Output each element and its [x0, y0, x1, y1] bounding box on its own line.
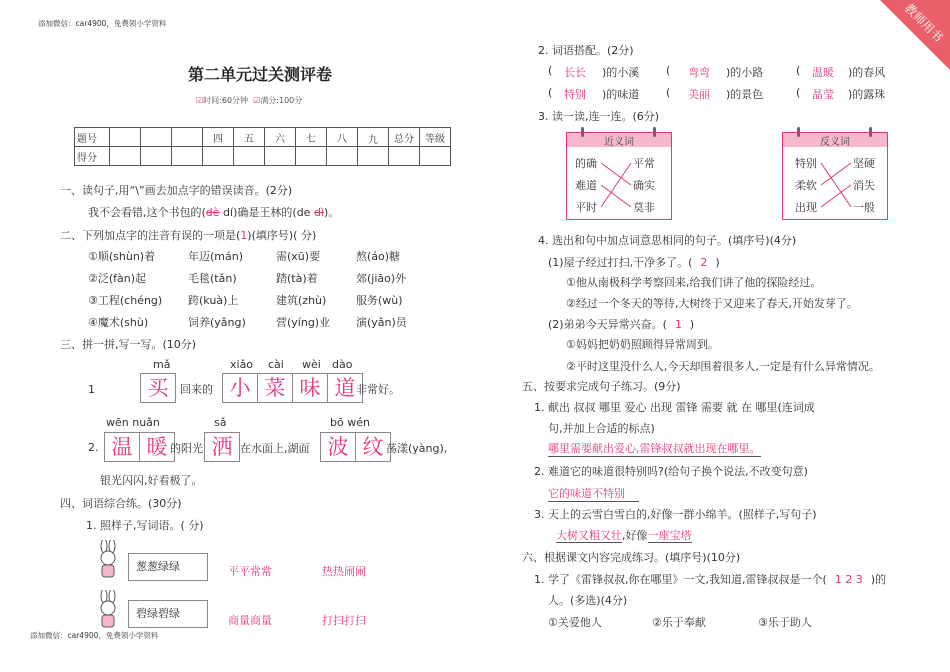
ant-right[interactable]: 一般 [853, 201, 875, 214]
q3-heading: 三、拼一拼,写一写。(10分) [60, 338, 197, 351]
table-cell [172, 128, 203, 147]
bunny-icon [94, 540, 122, 580]
q6-item1-end: )的 [870, 573, 887, 586]
q2-heading [60, 227, 316, 243]
q1-heading: 一、读句子,用“\”画去加点字的错误读音。(2分) [60, 184, 293, 197]
ant-right[interactable]: 坚硬 [853, 157, 875, 170]
q4-s2-close: ) [689, 318, 695, 331]
q6-item1-text: 1. 学了《雷锋叔叔,你在哪里》一文,我知道,雷锋叔叔是一个( [534, 573, 827, 586]
q5-answer3b[interactable]: 一座宝塔 [647, 529, 692, 542]
q2-option: ④魔术(shù) [88, 316, 149, 329]
q3-pinyin: cài [268, 358, 284, 371]
table-cell: 等级 [420, 128, 451, 147]
table-cell[interactable] [265, 147, 296, 166]
q3-char[interactable]: 味 [292, 373, 328, 403]
check-icon: ☑ [196, 96, 204, 105]
q2-label: 二、下列加点字的注音有误的一项是( [60, 229, 241, 242]
example-word-1: 葱葱绿绿 [136, 560, 180, 573]
q3-line3: 银光闪闪,好看极了。 [100, 474, 203, 487]
check-icon: ☑ [253, 96, 261, 105]
q4-s1a: ①他从南极科学考察回来,给我们讲了他的探险经过。 [566, 276, 822, 289]
q4-sub3: 3. 读一读,连一连。(6分) [538, 110, 660, 123]
table-cell[interactable] [358, 147, 389, 166]
q3-char[interactable]: 波 [320, 432, 356, 462]
score-row-header [75, 128, 451, 147]
antonym-lines [783, 133, 887, 219]
answer-1b[interactable]: 热热闹闹 [322, 565, 366, 578]
page-title: 第二单元过关测评卷 [188, 65, 333, 84]
q4-s2-answer[interactable]: 1 [674, 318, 682, 331]
pair-text: )的露珠 [848, 88, 886, 101]
q2-answer[interactable]: 1 [240, 229, 248, 242]
q4-s2a: ①妈妈把奶奶照顾得异常周到。 [566, 338, 719, 351]
pair-text: )的小溪 [602, 66, 640, 79]
q2-option: 演(yǎn)员 [356, 316, 407, 329]
score-row-values [75, 147, 451, 166]
time-text: 时间:60分钟 [203, 96, 249, 105]
table-cell: 四 [203, 128, 234, 147]
syn-right[interactable]: 莫非 [633, 201, 655, 214]
q2-option: 营(yíng)业 [276, 316, 331, 329]
syn-right[interactable]: 平常 [633, 157, 655, 170]
q2-option: 踏(tà)着 [276, 272, 318, 285]
q4-sub4: 4. 选出和句中加点词意思相同的句子。(填序号)(4分) [538, 234, 797, 247]
q3-char[interactable]: 洒 [204, 432, 240, 462]
ant-right[interactable]: 消失 [853, 179, 875, 192]
corner-label: 教师用书 [901, 0, 946, 45]
q5-answer3a[interactable]: 大树又粗又壮 [556, 529, 622, 542]
syn-left[interactable]: 难道 [575, 179, 597, 192]
q2-option: 饲养(yǎng) [188, 316, 246, 329]
q4-s2 [548, 316, 694, 332]
q1-sentence [88, 204, 339, 220]
ant-left[interactable]: 柔软 [795, 179, 817, 192]
q6-option[interactable]: ②乐于奉献 [652, 616, 706, 629]
q5-answer2[interactable]: 它的味道不特别 [548, 485, 639, 502]
synonym-head: 近义词 [567, 133, 671, 147]
q3-char[interactable]: 温 [104, 432, 140, 462]
q3-pinyin: dào [332, 358, 353, 371]
q3-char[interactable]: 菜 [257, 373, 293, 403]
q1-opt3[interactable]: de [296, 206, 311, 219]
answer-2a[interactable]: 商量商量 [228, 614, 272, 627]
q4-s1-answer[interactable]: 2 [700, 256, 708, 269]
syn-left[interactable]: 的确 [575, 157, 597, 170]
watermark-bottom: 添加微信：car4900，免费领小学资料 [30, 631, 159, 640]
watermark-top: 添加微信：car4900，免费领小学资料 [38, 19, 167, 28]
q4-sub1: 1. 照样子,写词语。( 分) [86, 519, 204, 532]
q1-opt2[interactable]: dí [223, 206, 234, 219]
q3-pinyin: xiǎo [230, 358, 254, 371]
q2-option: ①顺(shùn)着 [88, 250, 156, 263]
q3-text: 非常好。 [356, 383, 400, 396]
q6-item1b: 人。(多选)(4分) [548, 594, 628, 607]
q1-text-a: 我不会看错,这个书包的( [88, 206, 206, 219]
table-cell[interactable] [327, 147, 358, 166]
q5-item3: 3. 天上的云雪白雪白的,好像一群小绵羊。(照样子,写句子) [534, 508, 817, 521]
q3-line1-num: 1 [88, 383, 95, 396]
q3-char[interactable]: 纹 [355, 432, 391, 462]
pair-answer[interactable]: 弯弯 [688, 66, 710, 79]
table-cell[interactable] [172, 147, 203, 166]
q3-grid [104, 432, 174, 462]
q2-option: 建筑(zhù) [276, 294, 327, 307]
table-cell: 题号 [75, 128, 110, 147]
q1-opt4[interactable]: dì [313, 206, 324, 219]
q3-text: 的阳光 [170, 442, 203, 455]
table-cell[interactable] [203, 147, 234, 166]
table-cell[interactable] [234, 147, 265, 166]
pair-text: )的小路 [726, 66, 764, 79]
paren: ( [548, 64, 553, 77]
q6-heading: 六、根据课文内容完成练习。(填序号)(10分) [522, 551, 741, 564]
q3-text: 荡漾(yàng), [386, 442, 448, 455]
ant-left[interactable]: 特别 [795, 157, 817, 170]
q6-answer[interactable]: 1 2 3 [834, 573, 863, 586]
q5-item2: 2. 难道它的味道很特别吗?(给句子换个说法,不改变句意) [534, 465, 808, 478]
table-cell: 七 [296, 128, 327, 147]
q3-pinyin: wēn nuǎn [106, 416, 160, 429]
syn-right[interactable]: 确实 [633, 179, 655, 192]
q1-text-c: )。 [323, 206, 340, 219]
q2-option: 需(xū)要 [276, 250, 321, 263]
table-cell[interactable] [420, 147, 451, 166]
pair-answer[interactable]: 长长 [564, 66, 586, 79]
paren: ( [548, 86, 553, 99]
table-cell: 五 [234, 128, 265, 147]
pair-text: )的景色 [726, 88, 764, 101]
q3-char[interactable]: 暖 [139, 432, 175, 462]
q2-option: 毛毯(tǎn) [188, 272, 237, 285]
table-cell [141, 128, 172, 147]
q3-pinyin: bō wén [330, 416, 370, 429]
q6-option[interactable]: ③乐于助人 [758, 616, 812, 629]
full-text: 满分:100分 [260, 96, 303, 105]
table-cell[interactable] [141, 147, 172, 166]
q2-option: 跨(kuà)上 [188, 294, 239, 307]
q4-s1-text: (1)屋子经过打扫,干净多了。( [548, 256, 693, 269]
paren: ( [796, 86, 801, 99]
q3-pinyin: wèi [302, 358, 321, 371]
q2-option: 熬(áo)糖 [356, 250, 401, 263]
synonym-card [566, 132, 672, 220]
q3-char[interactable]: 道 [327, 373, 363, 403]
pair-answer[interactable]: 晶莹 [812, 88, 834, 101]
pair-text: )的味道 [602, 88, 640, 101]
q3-pinyin: mǎ [153, 358, 171, 371]
q3-grid [140, 373, 175, 403]
q3-line2-num: 2. [88, 441, 99, 454]
table-cell[interactable] [110, 147, 141, 166]
table-cell: 六 [265, 128, 296, 147]
q6-item1 [534, 571, 886, 587]
q5-heading: 五、按要求完成句子练习。(9分) [522, 380, 681, 393]
q2-label-end: )(填序号)( 分) [247, 229, 317, 242]
q3-text: 在水面上,湖面 [240, 442, 310, 455]
table-cell: 总分 [389, 128, 420, 147]
score-table [74, 127, 451, 166]
q3-grid [320, 432, 390, 462]
q4-s2-text: (2)弟弟今天异常兴奋。( [548, 318, 667, 331]
bunny-icon [94, 590, 122, 630]
q3-grid [222, 373, 362, 403]
q4-s1-close: ) [715, 256, 720, 269]
q2-option: 郊(jiāo)外 [356, 272, 407, 285]
q6-option[interactable]: ①关爱他人 [548, 616, 602, 629]
pair-answer[interactable]: 特别 [564, 88, 586, 101]
table-cell: 得分 [75, 147, 110, 166]
pair-answer[interactable]: 美丽 [688, 88, 710, 101]
paren: ( [666, 64, 671, 77]
q3-text: 回来的 [180, 383, 213, 396]
q1-text-b: )确是王林的( [233, 206, 297, 219]
answer-2b[interactable]: 打扫打扫 [322, 614, 366, 627]
q4-s2b: ②平时这里没什么人,今天却围着很多人,一定是有什么异常情况。 [566, 360, 880, 373]
synonym-lines [567, 133, 671, 219]
q3-grid [204, 432, 239, 462]
q4-heading: 四、词语综合练。(30分) [60, 497, 182, 510]
pair-text: )的春风 [848, 66, 886, 79]
q1-opt1[interactable]: dè [205, 206, 220, 219]
ant-left[interactable]: 出现 [795, 201, 817, 214]
syn-left[interactable]: 平时 [575, 201, 597, 214]
table-cell[interactable] [389, 147, 420, 166]
table-cell: 八 [327, 128, 358, 147]
answer-1a[interactable]: 平平常常 [228, 565, 272, 578]
q3-char[interactable]: 买 [140, 373, 176, 403]
antonym-head: 反义词 [783, 133, 887, 147]
q2-option: ③工程(chéng) [88, 294, 163, 307]
q2-option: 年迈(mán) [188, 250, 244, 263]
q2-option: ②泛(fàn)起 [88, 272, 147, 285]
q5-answer1[interactable]: 哪里需要献出爱心,雷锋叔叔就出现在哪里。 [548, 442, 761, 455]
q5-item1b: 句,并加上合适的标点) [548, 422, 655, 435]
table-cell: 九 [358, 128, 389, 147]
q4-sub2: 2. 词语搭配。(2分) [538, 44, 634, 57]
q5-answer3 [556, 527, 692, 543]
table-cell[interactable] [296, 147, 327, 166]
table-cell [110, 128, 141, 147]
q3-char[interactable]: 小 [222, 373, 258, 403]
q5-mid: ,好像 [622, 529, 648, 542]
q4-s1b: ②经过一个冬天的等待,大树终于又迎来了春天,开始发芽了。 [566, 297, 858, 310]
q3-pinyin: sǎ [214, 416, 227, 429]
antonym-card [782, 132, 888, 220]
time-meta [196, 95, 302, 106]
pair-answer[interactable]: 温暖 [812, 66, 834, 79]
paren: ( [796, 64, 801, 77]
q4-s1 [548, 254, 720, 270]
q2-option: 服务(wù) [356, 294, 403, 307]
paren: ( [666, 86, 671, 99]
q5-item1: 1. 献出 叔叔 哪里 爱心 出现 雷锋 需要 就 在 哪里(连词成 [534, 401, 815, 414]
example-word-2: 碧绿碧绿 [136, 607, 180, 620]
